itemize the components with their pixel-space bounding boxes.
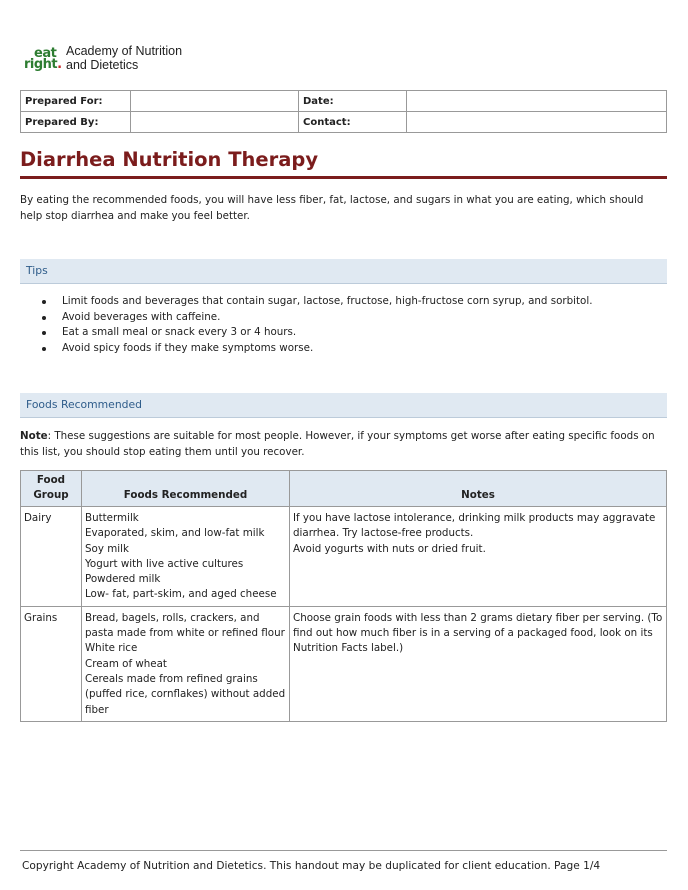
food-item: Yogurt with live active cultures bbox=[85, 557, 244, 570]
date-field[interactable] bbox=[407, 91, 667, 112]
food-group-cell: Dairy bbox=[21, 507, 82, 607]
foods-cell bbox=[82, 507, 290, 607]
notes-cell bbox=[290, 606, 667, 721]
list-item: Avoid beverages with caffeine. bbox=[42, 310, 592, 326]
prepared-by-field[interactable] bbox=[131, 112, 299, 133]
tips-list bbox=[42, 294, 592, 356]
header-foods-recommended: Foods Recommended bbox=[82, 471, 290, 507]
food-item: White rice bbox=[85, 642, 138, 655]
list-item: Eat a small meal or snack every 3 or 4 hours. bbox=[42, 325, 592, 341]
food-item: Soy milk bbox=[85, 542, 129, 555]
list-item: Avoid spicy foods if they make symptoms worse. bbox=[42, 341, 592, 357]
table-row bbox=[21, 606, 667, 721]
note-label: Note bbox=[20, 430, 48, 442]
notes-cell bbox=[290, 507, 667, 607]
prepared-info-table bbox=[20, 90, 667, 133]
food-item: Cream of wheat bbox=[85, 657, 167, 670]
header-food-group: Food Group bbox=[21, 471, 82, 507]
prepared-by-label: Prepared By: bbox=[21, 112, 131, 133]
food-item: Powdered milk bbox=[85, 573, 161, 586]
footer-copyright: Copyright Academy of Nutrition and Dietetics. This handout may be duplicated for client education. Page 1/4 bbox=[22, 860, 601, 872]
prepared-for-label: Prepared For: bbox=[21, 91, 131, 112]
foods-cell bbox=[82, 606, 290, 721]
eat-right-logo-mark bbox=[22, 43, 64, 73]
footer-divider bbox=[20, 850, 667, 851]
table-row bbox=[21, 507, 667, 607]
prepared-for-field[interactable] bbox=[131, 91, 299, 112]
food-item: Cereals made from refined grains (puffed rice, cornflakes) without added fiber bbox=[85, 672, 286, 716]
logo-right: right. bbox=[24, 57, 62, 72]
note-text: : These suggestions are suitable for most people. However, if your symptoms get worse after eating specific foods on this list, you should stop eating them until you recover. bbox=[20, 430, 655, 458]
logo bbox=[22, 42, 182, 74]
logo-organization-name: Academy of Nutrition and Dietetics bbox=[66, 44, 183, 72]
foods-table bbox=[20, 470, 667, 722]
contact-label: Contact: bbox=[299, 112, 407, 133]
note-item: Choose grain foods with less than 2 grams dietary fiber per serving. (To find out how much fiber is in a serving of a packaged food, look on its Nutrition Facts label.) bbox=[293, 611, 663, 655]
intro-paragraph: By eating the recommended foods, you will have less fiber, fat, lactose, and sugars in what you are eating, which should help stop diarrhea and make you feel better. bbox=[20, 194, 644, 222]
table-header-row bbox=[21, 471, 667, 507]
foods-section-heading: Foods Recommended bbox=[20, 393, 667, 418]
note-item: Avoid yogurts with nuts or dried fruit. bbox=[293, 542, 486, 555]
date-label: Date: bbox=[299, 91, 407, 112]
contact-field[interactable] bbox=[407, 112, 667, 133]
header-notes: Notes bbox=[290, 471, 667, 507]
food-item: Low- fat, part-skim, and aged cheese bbox=[85, 588, 277, 601]
note-item: If you have lactose intolerance, drinking milk products may aggravate diarrhea. Try lactose-free products. bbox=[293, 512, 656, 540]
page-title: Diarrhea Nutrition Therapy bbox=[20, 148, 319, 171]
logo-eat: eat bbox=[34, 46, 57, 61]
tips-section-heading: Tips bbox=[20, 259, 667, 284]
list-item: Limit foods and beverages that contain sugar, lactose, fructose, high-fructose corn syrup, and sorbitol. bbox=[42, 294, 592, 310]
food-item: Bread, bagels, rolls, crackers, and pasta made from white or refined flour bbox=[85, 611, 285, 640]
food-group-cell: Grains bbox=[21, 606, 82, 721]
food-item: Buttermilk bbox=[85, 512, 139, 524]
title-divider bbox=[20, 176, 667, 179]
food-item: Evaporated, skim, and low-fat milk bbox=[85, 527, 265, 540]
foods-note bbox=[20, 429, 667, 460]
